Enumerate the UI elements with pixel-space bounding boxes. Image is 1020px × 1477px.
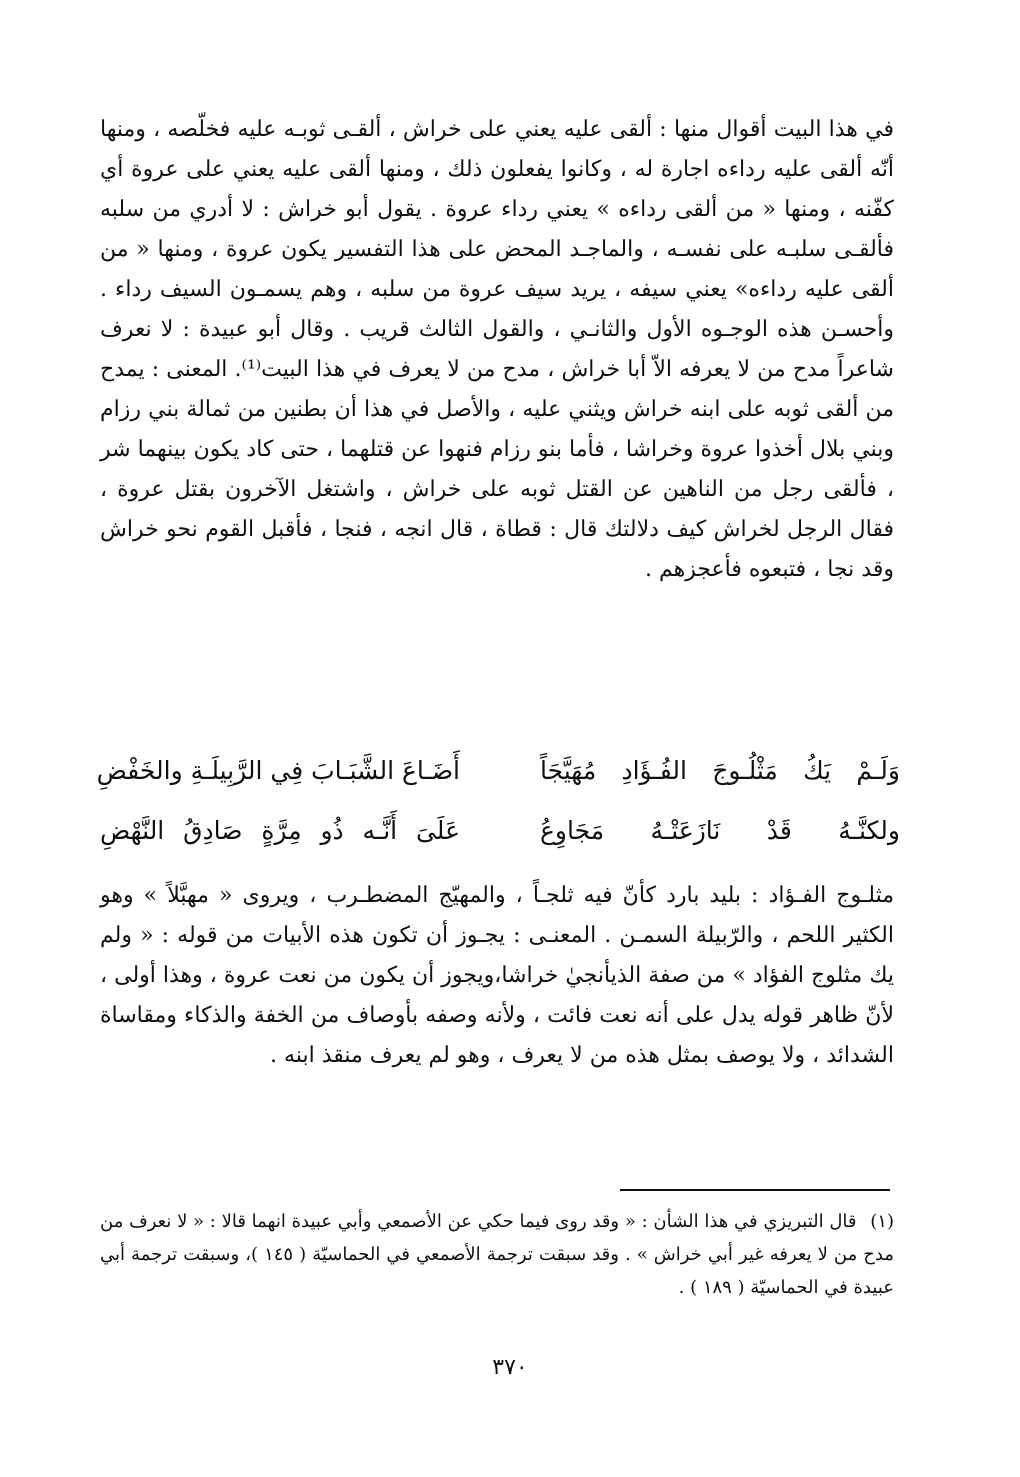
- commentary-paragraph-1: في هذا البيت أقوال منها : ألقى عليه يعني على خراش ، ألقـى ثوبـه عليه فخلّصه ، ومنها أنّه ألقى عليه رداءه اجارة له ، وكانوا يفعلون ذلك ، ومنها ألقى عليه يعني على عروة أي كفّنه ، ومنها « من ألقى رداءه » يعني رداء عروة . يقول أبو خراش : لا أدري من سلبه فألقـى سلبـه على نفسـه ، والماجـد المحض على هذا التفسير يكون عروة ، ومنها « من ألقى عليه رداءه» يعني سيفه ، يريد سيف عروة من سلبه ، وهم يسمـون السيف رداء . وأحسـن هذه الوجـوه الأول والثانـي ، والقول الثالث قريب . وقال أبو عبيدة : لا نعرف شاعراً مدح من لا يعرفه الاّ أبا خراش ، مدح من لا يعرف في هذا البيت⁽¹⁾. المعنى : يمدح من ألقى ثوبه على ابنه خراش ويثني عليه ، والأصل في هذا أن بطنين من ثمالة بني رزام وبني بلال أخذوا عروة وخراشا ، فأما بنو رزام فنهوا عن قتلهما ، حتى كاد يكون بينهما شر ، فألقى رجل من الناهين عن القتل ثوبه على خراش ، واشتغل الآخرون بقتل عروة ، فقال الرجل لخراش كيف دلالتك قال : قطاة ، قال انجه ، فنجا ، فأقبل القوم نحو خراش وقد نجا ، فتبعوه فأعجزهم .: [100, 117, 894, 582]
- page-number: ٣٧٠: [492, 1355, 528, 1380]
- footnote-text: قال التبريزي في هذا الشأن : « وقد روى فيما حكي عن الأصمعي وأبي عبيدة انهما قالا : « لا نعرف من مدح من لا يعرفه غير أبي خراش » . وقد سبقت ترجمة الأصمعي في الحماسيّة ( ١٤٥ )، وسبقت ترجمة أبي عبيدة في الحماسيّة ( ١٨٩ ) .: [100, 1211, 894, 1298]
- verse-1-first-hemistich: وَلَـمْ يَكُ مَثْلُـوجَ الفُـؤَادِ مُهَيَّجَاً: [540, 755, 900, 785]
- footnote-separator: [620, 1189, 890, 1191]
- footnote-number: (١): [870, 1211, 894, 1232]
- verse-2-second-hemistich: عَلَىَ أَنَّـه ذُو مِرَّةٍ صَادِقُ النَّهْضِ: [100, 815, 460, 845]
- footnote: [100, 1205, 894, 1304]
- verse-2: [100, 800, 900, 860]
- verse-1-second-hemistich: أَضَـاعَ الشَّبَـابَ فِي الرَّبِيلَـةِ والخَفْضِ: [96, 755, 460, 785]
- verse-1: [96, 740, 900, 800]
- poem-verses: [96, 740, 900, 860]
- commentary-paragraph-2: مثلـوج الفـؤاد : بليد بارد كأنّ فيه ثلجـاً ، والمهيّج المضطـرب ، ويروى « مهبَّلاً » وهو الكثير اللحم ، والرّبيلة السمـن . المعنـى : يجـوز أن تكون هذه الأبيات من قوله : « ولم يك مثلوج الفؤاد » من صفة الذيأنجيٰ خراشا،ويجوز أن يكون من نعت عروة ، وهذا أولى ، لأنّ ظاهر قوله يدل على أنه نعت فائت ، ولأنه وصفه بأوصاف من الخفة والذكاء ومقاساة الشدائد ، ولا يوصف بمثل هذه من لا يعرف ، وهو لم يعرف منقذ ابنه .: [100, 883, 894, 1068]
- verse-2-first-hemistich: ولكنَّـهُ قَدْ نَازَعَتْـهُ مَجَاوِعُ: [540, 815, 900, 845]
